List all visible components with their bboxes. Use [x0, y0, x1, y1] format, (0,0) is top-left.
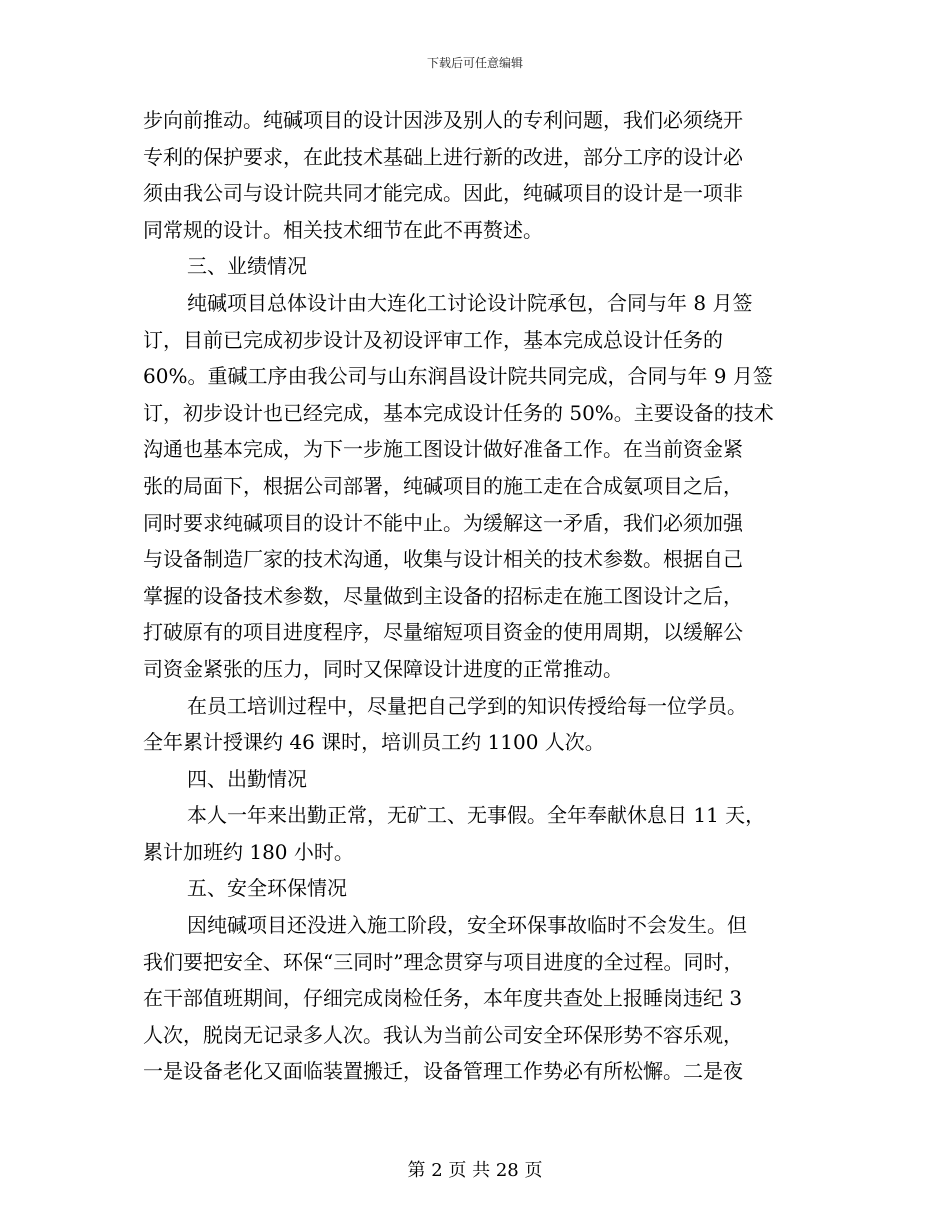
text-line-16: 司资金紧张的压力，同时又保障设计进度的正常推动。	[143, 656, 623, 681]
text-line-10: 沟通也基本完成，为下一步施工图设计做好准备工作。在当前资金紧	[143, 437, 743, 462]
text-line-27: 一是设备老化又面临装置搬迁，设备管理工作势必有所松懈。二是夜	[143, 1059, 743, 1084]
text-line-25: 在干部值班期间，仔细完成岗检任务，本年度共查处上报睡岗违纪 3	[143, 986, 743, 1011]
text-line-8: 60%。重碱工序由我公司与山东润昌设计院共同完成，合同与年 9 月签	[143, 364, 773, 389]
text-line-15: 打破原有的项目进度程序，尽量缩短项目资金的使用周期，以缓解公	[143, 620, 743, 645]
text-line-17: 在员工培训过程中，尽量把自己学到的知识传授给每一位学员。	[187, 693, 747, 718]
page-header: 下载后可任意编辑	[426, 56, 523, 70]
text-line-4: 同常规的设计。相关技术细节在此不再赘述。	[143, 217, 543, 242]
text-line-26: 人次，脱岗无记录多人次。我认为当前公司安全环保形势不容乐观，	[143, 1022, 743, 1047]
text-line-24: 我们要把安全、环保“三同时”理念贯穿与项目进度的全过程。同时，	[143, 949, 744, 974]
document-body	[143, 102, 813, 1090]
text-line-2: 专利的保护要求，在此技术基础上进行新的改进，部分工序的设计必	[143, 144, 743, 169]
page-number-footer: 第 2 页 共 28 页	[407, 1160, 543, 1181]
text-line-14: 掌握的设备技术参数，尽量做到主设备的招标走在施工图设计之后，	[143, 583, 743, 608]
text-line-7: 订，目前已完成初步设计及初设评审工作，基本完成总设计任务的	[143, 327, 723, 352]
text-line-23: 因纯碱项目还没进入施工阶段，安全环保事故临时不会发生。但	[187, 913, 747, 938]
text-line-9: 订，初步设计也已经完成，基本完成设计任务的 50%。主要设备的技术	[143, 400, 774, 425]
section-heading-attendance: 四、出勤情况	[187, 766, 307, 791]
text-line-20: 本人一年来出勤正常，无矿工、无事假。全年奉献休息日 11 天，	[187, 803, 766, 828]
text-line-1: 步向前推动。纯碱项目的设计因涉及别人的专利问题，我们必须绕开	[143, 108, 743, 132]
text-line-13: 与设备制造厂家的技术沟通，收集与设计相关的技术参数。根据自己	[143, 547, 743, 572]
section-heading-safety: 五、安全环保情况	[187, 876, 347, 901]
text-line-6: 纯碱项目总体设计由大连化工讨论设计院承包，合同与年 8 月签	[187, 290, 753, 315]
text-line-21: 累计加班约 180 小时。	[143, 839, 354, 864]
text-line-18: 全年累计授课约 46 课时，培训员工约 1100 人次。	[143, 730, 605, 755]
section-heading-achievements: 三、业绩情况	[187, 254, 307, 279]
text-line-12: 同时要求纯碱项目的设计不能中止。为缓解这一矛盾，我们必须加强	[143, 510, 743, 535]
text-line-3: 须由我公司与设计院共同才能完成。因此，纯碱项目的设计是一项非	[143, 181, 743, 206]
text-line-11: 张的局面下，根据公司部署，纯碱项目的施工走在合成氨项目之后，	[143, 473, 743, 498]
